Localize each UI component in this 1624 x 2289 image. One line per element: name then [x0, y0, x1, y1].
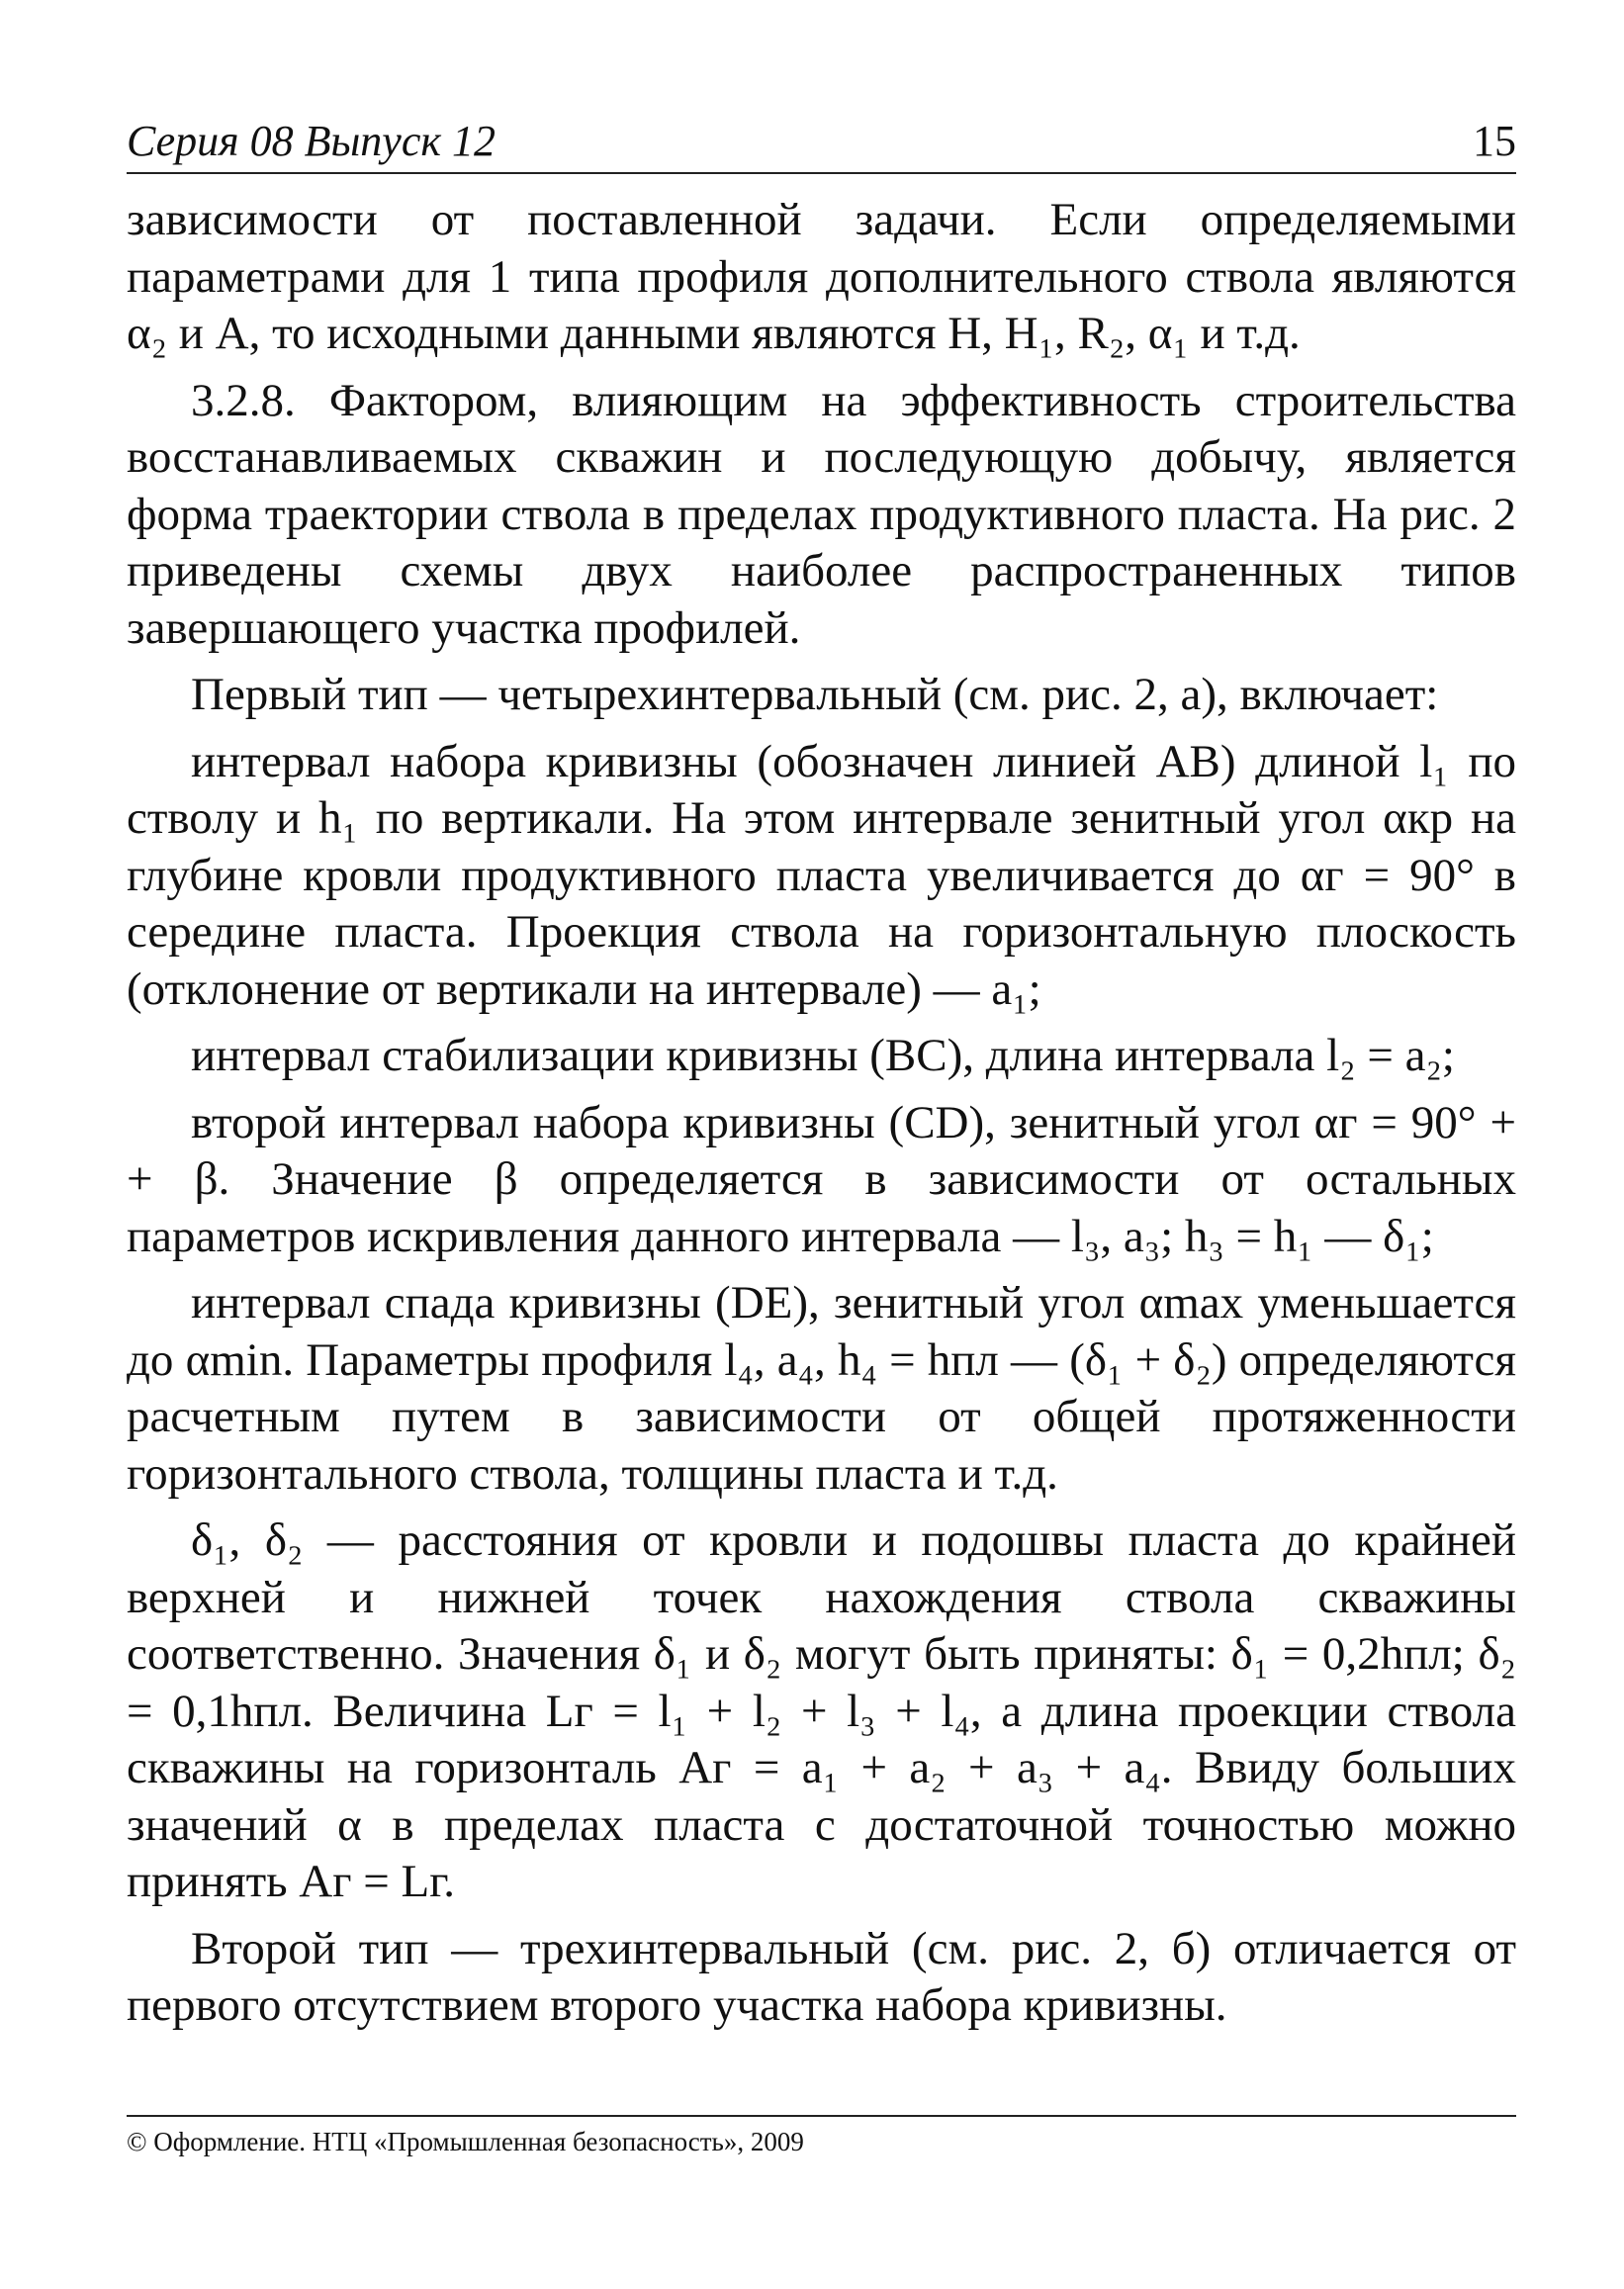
paragraph-7: интервал спада кривизны (DE), зенитный угол αmax уменьшается до αmin. Параметры профиля l₄, a₄, h₄ = hпл — (δ₁ + δ₂) определяются расчетным путем в зависимости от общей протяженности горизонтального ствола, толщины пласта и т.д. [127, 1277, 1516, 1500]
running-header [127, 115, 1516, 174]
paragraph-1: зависимости от поставленной задачи. Если определяемыми параметрами для 1 типа профиля дополнительного ствола являются α₂ и A, то исходными данными являются H, H₁, R₂, α₁ и т.д. [127, 194, 1516, 359]
paragraph-3: Первый тип — четырехинтервальный (см. рис. 2, а), включает: [191, 669, 1439, 720]
series-title: Серия 08 Выпуск 12 [127, 117, 496, 165]
paragraph-2: 3.2.8. Фактором, влияющим на эффективность строительства восстанавливаемых скважин и последующую добычу, является форма траектории ствола в пределах продуктивного пласта. На рис. 2 приведены схемы двух наиболее распространенных типов завершающего участка профилей. [127, 374, 1516, 654]
body-text [127, 192, 1516, 2035]
paragraph-9: Второй тип — трехинтервальный (см. рис. 2, б) отличается от первого отсутствием второго участка набора кривизны. [127, 1922, 1516, 2031]
footer [127, 2115, 1516, 2157]
paragraph-5: интервал стабилизации кривизны (BC), длина интервала l₂ = a₂; [191, 1030, 1455, 1081]
paragraph-8: δ₁, δ₂ — расстояния от кровли и подошвы пласта до крайней верхней и нижней точек нахождения ствола скважины соответственно. Значения δ₁ и δ₂ могут быть приняты: δ₁ = 0,2hпл; δ₂ = 0,1hпл. Величина Lг = l₁ + l₂ + l₃ + l₄, а длина проекции ствола скважины на горизонталь Aг = a₁ + a₂ + a₃ + a₄. Ввиду больших значений α в пределах пласта с достаточной точностью можно принять Aг = Lг. [127, 1514, 1516, 1907]
paragraph-4: интервал набора кривизны (обозначен линией AB) длиной l₁ по стволу и h₁ по вертикали. На этом интервале зенитный угол αкр на глубине кровли продуктивного пласта увеличивается до αг = 90° в середине пласта. Проекция ствола на горизонтальную плоскость (отклонение от вертикали на интервале) — a₁; [127, 735, 1516, 1015]
page-number: 15 [1473, 117, 1516, 165]
paragraph-6: второй интервал набора кривизны (CD), зенитный угол αг = 90° + + β. Значение β определяется в зависимости от остальных параметров искривления данного интервала — l₃, a₃; h₃ = h₁ — δ₁; [127, 1096, 1516, 1262]
copyright-text: © Оформление. НТЦ «Промышленная безопасность», 2009 [127, 2127, 804, 2156]
